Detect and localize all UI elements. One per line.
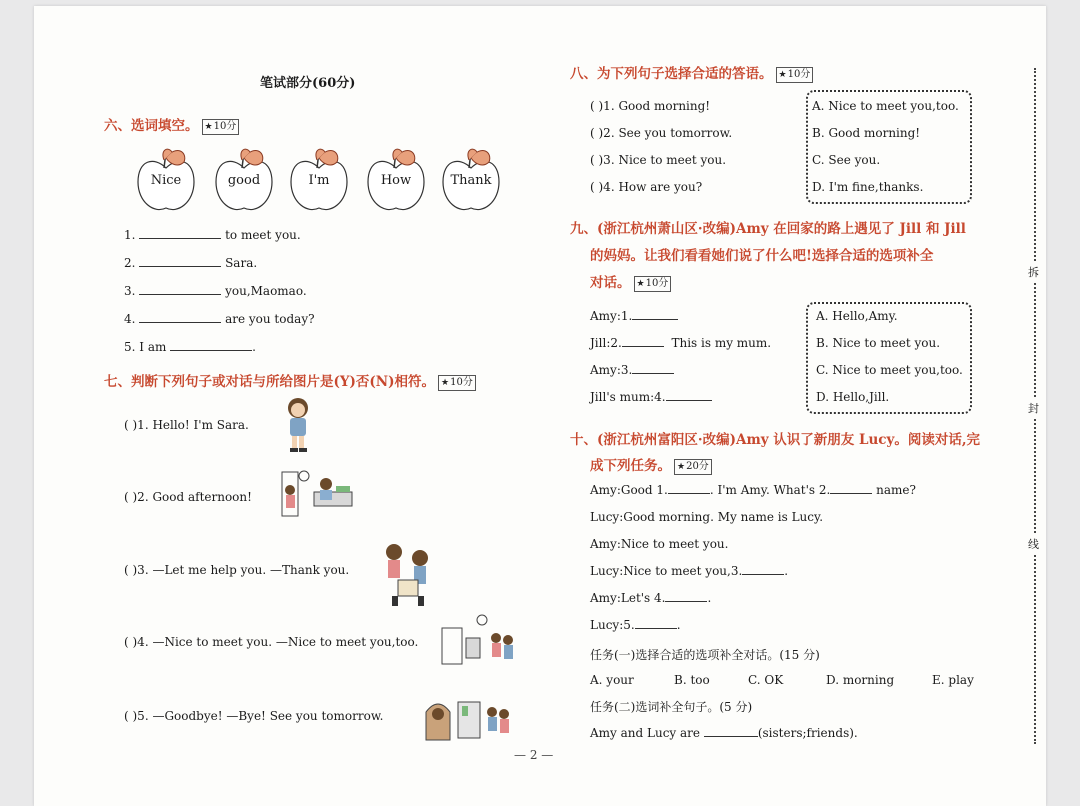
- q10-title-line-1: 十、(浙江杭州富阳区·改编)Amy 认识了新朋友 Lucy。阅读对话,完: [570, 432, 981, 448]
- q6-title: 六、选词填空。★ 10分: [104, 114, 239, 135]
- q9-title-line-2: 的妈妈。让我们看看她们说了什么吧!选择合适的选项补全: [590, 248, 934, 264]
- help-illustration: [380, 540, 436, 610]
- answer-blank[interactable]: [742, 573, 784, 575]
- q9-title-line-3: 对话。★ 10分: [590, 271, 671, 292]
- apple-word-2: good: [214, 144, 274, 202]
- answer-blank[interactable]: [139, 237, 221, 239]
- answer-blank[interactable]: [635, 627, 677, 629]
- q9-option-b: B. Nice to meet you.: [816, 336, 941, 350]
- answer-blank[interactable]: [622, 345, 664, 347]
- worksheet-page: [34, 6, 1046, 806]
- answer-blank[interactable]: [139, 321, 221, 323]
- answer-blank[interactable]: [139, 265, 221, 267]
- answer-blank[interactable]: [632, 318, 678, 320]
- q9-score: ★ 10分: [634, 276, 672, 292]
- answer-blank[interactable]: [632, 372, 674, 374]
- q9-option-d: D. Hello,Jill.: [816, 390, 890, 404]
- q10-task1-option-c: C. OK: [748, 673, 784, 687]
- answer-blank[interactable]: [668, 492, 710, 494]
- answer-blank[interactable]: [170, 349, 252, 351]
- q8-option-c: C. See you.: [812, 153, 881, 167]
- apple-word-3: I'm: [289, 144, 349, 202]
- q10-line-4: Lucy:Nice to meet you,3. .: [590, 564, 789, 578]
- apple-word-1: Nice: [136, 144, 196, 202]
- q10-task1-option-b: B. too: [674, 673, 710, 687]
- answer-blank[interactable]: [830, 492, 872, 494]
- margin-char-3: 线: [1028, 534, 1039, 554]
- q10-task1-option-a: A. your: [590, 673, 634, 687]
- q6-item-1: 1. to meet you.: [124, 228, 301, 242]
- answer-blank[interactable]: [665, 600, 707, 602]
- q7-item-3: ( )3. —Let me help you. —Thank you.: [124, 563, 350, 577]
- q10-task1-option-d: D. morning: [826, 673, 895, 687]
- q7-item-5: ( )5. —Goodbye! —Bye! See you tomorrow.: [124, 709, 384, 723]
- q10-line-3: Amy:Nice to meet you.: [590, 537, 729, 551]
- q10-line-5: Amy:Let's 4. .: [590, 591, 712, 605]
- meeting-illustration: [438, 612, 516, 668]
- q9-option-c: C. Nice to meet you,too.: [816, 363, 963, 377]
- margin-char-2: 封: [1028, 398, 1039, 418]
- q8-option-a: A. Nice to meet you,too.: [812, 99, 959, 113]
- q10-line-6: Lucy:5. .: [590, 618, 681, 632]
- girl-illustration: [282, 396, 314, 454]
- q10-task1-option-e: E. play: [932, 673, 974, 687]
- q6-item-2: 2. Sara.: [124, 256, 258, 270]
- q9-title-line-1: 九、(浙江杭州萧山区·改编)Amy 在回家的路上遇见了 Jill 和 Jill: [570, 221, 966, 237]
- q9-option-a: A. Hello,Amy.: [816, 309, 898, 323]
- q7-item-2: ( )2. Good afternoon!: [124, 490, 252, 504]
- answer-blank[interactable]: [704, 735, 758, 737]
- answer-blank[interactable]: [666, 399, 712, 401]
- q8-title: 八、为下列句子选择合适的答语。★ 10分: [570, 62, 813, 83]
- q10-line-2: Lucy:Good morning. My name is Lucy.: [590, 510, 824, 524]
- q8-item-1: ( )1. Good morning!: [590, 99, 711, 113]
- q9-dialog-2: Jill:2. This is my mum.: [590, 336, 772, 350]
- q9-dialog-4: Jill's mum:4.: [590, 390, 712, 404]
- margin-char-1: 拆: [1028, 262, 1039, 282]
- q8-item-4: ( )4. How are you?: [590, 180, 703, 194]
- q10-task-1: 任务(一)选择合适的选项补全对话。(15 分): [590, 648, 820, 662]
- page-number: — 2 —: [514, 748, 554, 762]
- q8-option-d: D. I'm fine,thanks.: [812, 180, 924, 194]
- goodbye-illustration: [420, 692, 512, 744]
- q8-item-2: ( )2. See you tomorrow.: [590, 126, 733, 140]
- q10-line-1: Amy:Good 1. . I'm Amy. What's 2. name?: [590, 483, 916, 497]
- q8-item-3: ( )3. Nice to meet you.: [590, 153, 727, 167]
- q7-item-1: ( )1. Hello! I'm Sara.: [124, 418, 249, 432]
- q10-title-line-2: 成下列任务。★ 20分: [590, 454, 712, 475]
- q7-item-4: ( )4. —Nice to meet you. —Nice to meet you,too.: [124, 635, 419, 649]
- q7-title: 七、判断下列句子或对话与所给图片是(Y)否(N)相符。★ 10分: [104, 370, 476, 391]
- apple-word-4: How: [366, 144, 426, 202]
- apple-word-5: Thank: [441, 144, 501, 202]
- q10-task-2: 任务(二)选词补全句子。(5 分): [590, 700, 753, 714]
- q10-task2-sentence: Amy and Lucy are (sisters;friends).: [590, 726, 858, 740]
- answer-blank[interactable]: [139, 293, 221, 295]
- section-title: 笔试部分(60分): [260, 76, 356, 91]
- q8-score: ★ 10分: [776, 67, 814, 83]
- classroom-illustration: [280, 468, 358, 520]
- q6-item-3: 3. you,Maomao.: [124, 284, 307, 298]
- q8-option-b: B. Good morning!: [812, 126, 921, 140]
- q9-dialog-3: Amy:3.: [590, 363, 674, 377]
- q7-score: ★ 10分: [438, 375, 476, 391]
- q6-score: ★ 10分: [202, 119, 240, 135]
- q6-item-5: 5. I am .: [124, 340, 256, 354]
- q10-score: ★ 20分: [674, 459, 712, 475]
- q9-dialog-1: Amy:1.: [590, 309, 678, 323]
- q6-item-4: 4. are you today?: [124, 312, 315, 326]
